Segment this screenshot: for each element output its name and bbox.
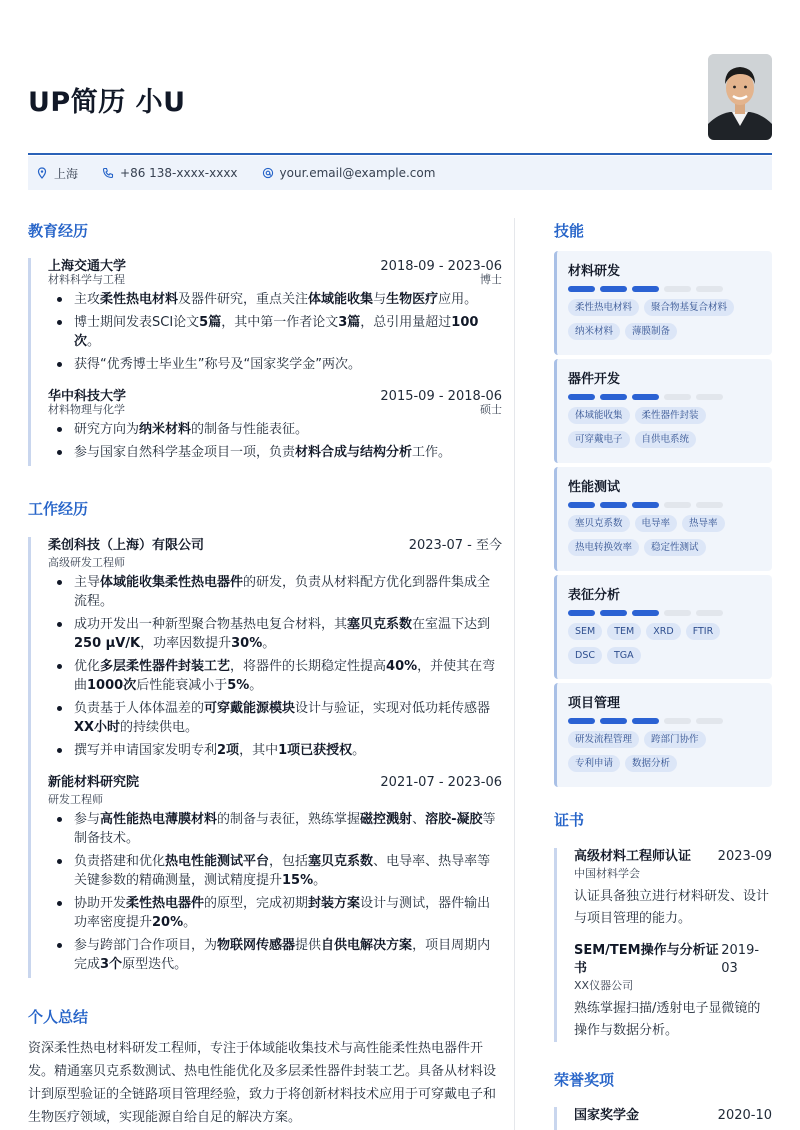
job-title: 高级研发工程师 [48,556,125,569]
bullet-item: 博士期间发表SCI论文5篇，其中第一作者论文3篇，总引用量超过100次。 [48,313,502,351]
bullet-item: 优化多层柔性器件封装工艺，将器件的长期稳定性提高40%，并使其在弯曲1000次后性能衰减小于5%。 [48,657,502,695]
certificate-name: 高级材料工程师认证 [574,849,692,864]
skill-card [554,575,772,679]
skill-tag: 塞贝克系数 [568,515,630,532]
major: 材料物理与化学 [48,403,125,416]
certificate-issuer: 中国材料学会 [574,867,640,880]
skill-level-segment [696,286,723,292]
honor-entry [574,1107,772,1125]
skill-card [554,683,772,787]
degree: 博士 [480,273,502,286]
bullet-item: 撰写并申请国家发明专利2项，其中1项已获授权。 [48,741,502,760]
skill-level-segment [600,394,627,400]
skill-level-segment [664,502,691,508]
skill-level-segment [568,610,595,616]
bullet-item: 参与高性能热电薄膜材料的制备与表征，熟练掌握磁控溅射、溶胶-凝胶等制备技术。 [48,810,502,848]
skill-tag: TGA [607,647,641,664]
honor-date: 2020-10 [717,1108,772,1123]
skill-tag: 柔性热电材料 [568,299,639,316]
certificate-date: 2023-09 [717,849,772,864]
skills-heading: 技能 [554,222,585,240]
skill-tags [568,299,762,347]
certificate-entry [574,848,772,930]
skill-level-segment [600,286,627,292]
skill-tag: 聚合物基复合材料 [644,299,734,316]
work-heading: 工作经历 [28,500,89,518]
phone-icon [102,167,114,179]
honor-name: 国家奖学金 [574,1108,640,1123]
bullet-item: 研究方向为纳米材料的制备与性能表征。 [48,420,502,439]
honors-timeline [554,1107,772,1130]
skill-level-segment [664,394,691,400]
bullet-item: 成功开发出一种新型聚合物基热电复合材料，其塞贝克系数在室温下达到250 μV/K，功率因数提升30%。 [48,615,502,653]
skill-name: 材料研发 [568,264,621,279]
skill-tag: 稳定性测试 [644,539,706,556]
skill-tag: 跨部门协作 [644,731,706,748]
skill-level-segment [632,502,659,508]
resume-header [28,52,772,140]
certificate-issuer: XX仪器公司 [574,979,634,992]
education-timeline [28,258,502,466]
skill-level-segment [664,610,691,616]
skill-level-segment [600,502,627,508]
skill-level-bar [568,394,762,400]
work-timeline [28,537,502,978]
skill-level-segment [568,718,595,724]
skill-level-segment [632,610,659,616]
skill-level-segment [632,394,659,400]
skill-level-bar [568,286,762,292]
skill-tag: 电导率 [635,515,678,532]
skill-tags [568,407,762,455]
skill-tag: FTIR [686,623,721,640]
major: 材料科学与工程 [48,273,125,286]
skill-level-segment [568,502,595,508]
profile-photo [708,54,772,140]
work-entry [48,774,502,974]
education-date: 2018-09 - 2023-06 [380,259,502,274]
education-bullets [48,290,502,374]
work-entry [48,537,502,760]
bullet-item: 负责搭建和优化热电性能测试平台，包括塞贝克系数、电导率、热导率等关键参数的精确测量，测试精度提升15%。 [48,852,502,890]
company-name: 柔创科技（上海）有限公司 [48,538,205,553]
skill-tag: 自供电系统 [635,431,697,448]
phone-text: +86 138-xxxx-xxxx [120,166,238,180]
skill-level-segment [600,610,627,616]
work-date: 2021-07 - 2023-06 [380,775,502,790]
certificate-description: 认证具备独立进行材料研发、设计与项目管理的能力。 [574,889,770,926]
bullet-item: 参与国家自然科学基金项目一项，负责材料合成与结构分析工作。 [48,443,502,462]
skill-tag: 热导率 [682,515,725,532]
skill-tag: DSC [568,647,602,664]
certificate-name: SEM/TEM操作与分析证书 [574,943,719,976]
skill-tag: SEM [568,623,602,640]
skill-level-segment [696,610,723,616]
work-date: 2023-07 - 至今 [408,538,502,553]
portrait-image [708,54,772,140]
skill-level-bar [568,502,762,508]
skill-card [554,251,772,355]
skill-tag: 专利申请 [568,755,620,772]
skill-tag: 数据分析 [625,755,677,772]
summary-heading: 个人总结 [28,1008,89,1026]
skill-level-segment [696,502,723,508]
contact-email [262,166,436,180]
work-bullets [48,573,502,760]
column-divider [514,218,515,1130]
skill-tag: TEM [607,623,641,640]
candidate-name: UP简历 小U [28,87,186,118]
at-sign-icon [262,167,274,179]
skill-card [554,359,772,463]
skill-tag: 柔性器件封装 [635,407,706,424]
contact-phone [102,166,238,180]
skill-level-bar [568,610,762,616]
bullet-item: 获得“优秀博士毕业生”称号及“国家奖学金”两次。 [48,355,502,374]
certificate-date: 2019-03 [721,943,760,976]
skill-name: 表征分析 [568,588,621,603]
skill-tag: 纳米材料 [568,323,620,340]
skill-level-segment [568,394,595,400]
skill-tags [568,623,762,671]
skill-level-bar [568,718,762,724]
company-name: 新能材料研究院 [48,775,140,790]
skill-tag: 研发流程管理 [568,731,639,748]
job-title: 研发工程师 [48,793,103,806]
location-text: 上海 [54,166,79,181]
skill-level-segment [632,718,659,724]
skill-name: 器件开发 [568,372,621,387]
work-bullets [48,810,502,974]
skill-card [554,467,772,571]
certificates-heading: 证书 [554,811,585,829]
honors-heading: 荣誉奖项 [554,1071,615,1089]
certificate-description: 熟练掌握扫描/透射电子显微镜的操作与数据分析。 [574,1001,761,1038]
bullet-item: 主攻柔性热电材料及器件研究，重点关注体域能收集与生物医疗应用。 [48,290,502,309]
school-name: 上海交通大学 [48,259,127,274]
skill-tag: XRD [646,623,680,640]
skill-name: 项目管理 [568,696,621,711]
skill-level-segment [600,718,627,724]
skill-level-segment [696,718,723,724]
skill-level-segment [664,718,691,724]
education-bullets [48,420,502,462]
skill-name: 性能测试 [568,480,621,495]
certificate-entry [574,942,772,1042]
skill-tag: 薄膜制备 [625,323,677,340]
skill-tags [568,731,762,779]
skill-tag: 可穿戴电子 [568,431,630,448]
education-date: 2015-09 - 2018-06 [380,389,502,404]
education-entry [48,258,502,374]
skill-level-segment [568,286,595,292]
degree: 硕士 [480,403,502,416]
education-entry [48,388,502,462]
header-divider [28,153,772,155]
education-heading: 教育经历 [28,222,89,240]
school-name: 华中科技大学 [48,389,127,404]
skill-level-segment [696,394,723,400]
bullet-item: 参与跨部门合作项目，为物联网传感器提供自供电解决方案，项目周期内完成3个原型迭代。 [48,936,502,974]
bullet-item: 协助开发柔性热电器件的原型，完成初期封装方案设计与测试，器件输出功率密度提升20%。 [48,894,502,932]
contact-location [36,165,78,182]
contact-bar [28,156,772,190]
bullet-item: 主导体域能收集柔性热电器件的研发，负责从材料配方优化到器件集成全流程。 [48,573,502,611]
summary-text: 资深柔性热电材料研发工程师，专注于体域能收集技术与高性能柔性热电器件开发。精通塞贝克系数测试、热电性能优化及多层柔性器件封装工艺。具备从材料设计到原型验证的全链路项目管理经验，致力于将创新材料技术应用于可穿戴电子和生物医疗领域，实现能源自给自足的解决方案。 [28,1041,497,1125]
skill-level-segment [632,286,659,292]
email-text: your.email@example.com [279,166,436,180]
bullet-item: 负责基于人体体温差的可穿戴能源模块设计与验证，实现对低功耗传感器XX小时的持续供电。 [48,699,502,737]
skill-level-segment [664,286,691,292]
location-pin-icon [36,167,48,179]
skill-tags [568,515,762,563]
skill-tag: 热电转换效率 [568,539,639,556]
skill-tag: 体域能收集 [568,407,630,424]
certificate-timeline [554,848,772,1042]
